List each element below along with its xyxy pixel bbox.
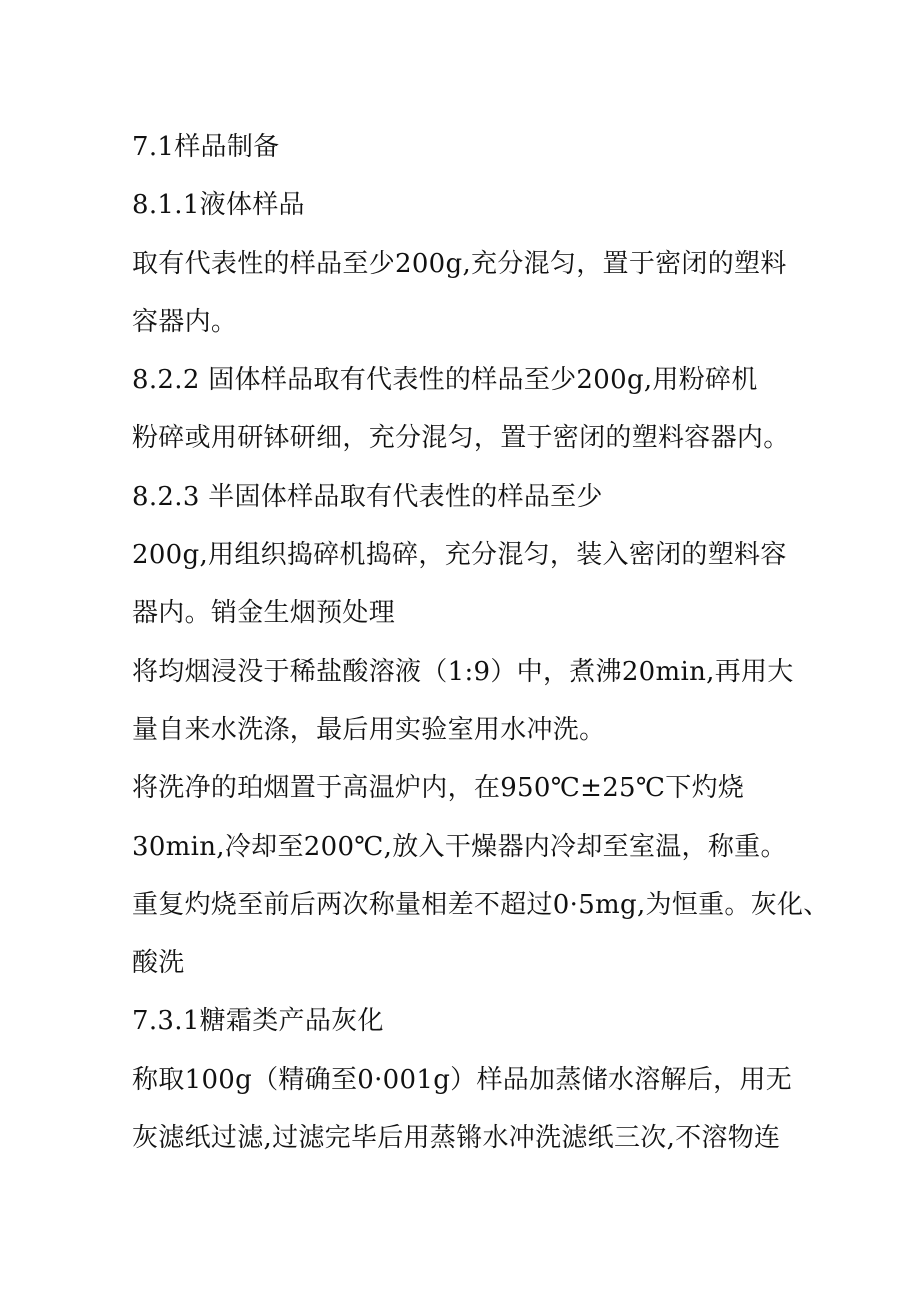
paragraph-line: 量自来水洗涤，最后用实验室用水冲洗。 xyxy=(132,714,606,745)
paragraph-line: 重复灼烧至前后两次称量相差不超过0·5mg,为恒重。灰化、 xyxy=(132,889,830,920)
paragraph-line: 取有代表性的样品至少200g,充分混匀，置于密闭的塑料 xyxy=(132,248,787,279)
heading-sugar-ashing: 7.3.1糖霜类产品灰化 xyxy=(132,1006,384,1037)
paragraph-line: 将洗净的珀烟置于高温炉内，在950℃±25℃下灼烧 xyxy=(132,773,745,804)
paragraph-line: 酸洗 xyxy=(132,948,185,979)
heading-sample-preparation: 7.1样品制备 xyxy=(132,132,280,162)
paragraph-line: 8.2.2 固体样品取有代表性的样品至少200g,用粉碎机 xyxy=(132,365,758,396)
heading-liquid-sample: 8.1.1液体样品 xyxy=(132,190,305,221)
paragraph-line: 将均烟浸没于稀盐酸溶液（1:9）中，煮沸20min,再用大 xyxy=(132,656,794,687)
paragraph-line: 8.2.3 半固体样品取有代表性的样品至少 xyxy=(132,481,603,512)
paragraph-line: 称取100g（精确至0·001g）样品加蒸储水溶解后，用无 xyxy=(132,1064,793,1095)
paragraph-line: 30min,冷却至200℃,放入干燥器内冷却至室温，称重。 xyxy=(132,831,787,862)
paragraph-line: 容器内。 xyxy=(132,306,238,337)
paragraph-line: 200g,用组织捣碎机捣碎，充分混匀，装入密闭的塑料容 xyxy=(132,540,787,571)
paragraph-line: 器内。销金生烟预处理 xyxy=(132,598,396,629)
paragraph-line: 粉碎或用研钵研细，充分混匀，置于密闭的塑料容器内。 xyxy=(132,423,790,454)
document-body xyxy=(132,118,830,1167)
paragraph-line: 灰滤纸过滤,过滤完毕后用蒸锵水冲洗滤纸三次,不溶物连 xyxy=(132,1123,781,1154)
